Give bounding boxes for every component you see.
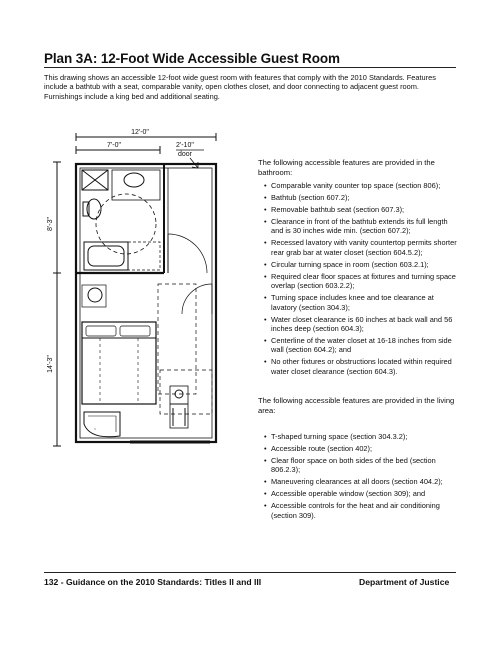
floor-plan-drawing [40, 124, 240, 464]
list-item: • Circular turning space in room (section 603.2.1); [271, 260, 459, 269]
footer-department: Department of Justice [359, 577, 450, 587]
footer-divider [44, 572, 456, 573]
dim-door-width: 2'-10" [176, 142, 194, 149]
list-item: • Comparable vanity counter top space (section 806); [271, 181, 459, 190]
list-item: • Clearance in front of the bathtub extends its full length and is 30 inches wide min. (section 607.2); [271, 217, 459, 236]
living-features-list [258, 432, 459, 523]
footer-page-label: 132 - Guidance on the 2010 Standards: Titles II and III [44, 577, 262, 587]
list-item: • Clear floor space on both sides of the bed (section 806.2.3); [271, 456, 459, 475]
list-item: • Turning space includes knee and toe clearance at lavatory (section 304.3); [271, 293, 459, 312]
list-item: • Accessible controls for the heat and air conditioning (section 309). [271, 501, 459, 520]
list-item: • Bathtub (section 607.2); [271, 193, 459, 202]
page-title: Plan 3A: 12-Foot Wide Accessible Guest Room [44, 51, 340, 66]
dim-room-depth: 14'-3" [47, 355, 54, 373]
list-item: • Required clear floor spaces at fixtures and turning space overlap (section 603.2.2); [271, 272, 459, 291]
list-item: • Recessed lavatory with vanity countertop permits shorter rear grab bar at water closet (section 604.5.2); [271, 238, 459, 257]
list-item: • Water closet clearance is 60 inches at back wall and 56 inches deep (section 604.3); [271, 315, 459, 334]
list-item: • Maneuvering clearances at all doors (section 404.2); [271, 477, 459, 486]
list-item: • Centerline of the water closet at 16-18 inches from side wall (section 604.2); and [271, 336, 459, 355]
dim-left-width: 7'-0" [107, 142, 121, 149]
dim-bath-depth: 8'-3" [47, 217, 54, 231]
living-area-intro: The following accessible features are provided in the living area: [258, 396, 455, 415]
title-divider [44, 67, 456, 68]
list-item: • Accessible route (section 402); [271, 444, 459, 453]
list-item: • Accessible operable window (section 309); and [271, 489, 459, 498]
dim-door-label: door [178, 151, 193, 158]
list-item: • No other fixtures or obstructions located within required water closet clearance (section 604.3). [271, 357, 459, 376]
intro-paragraph: This drawing shows an accessible 12-foot wide guest room with features that comply with the 2010 Standards. Features include a bathtub with a seat, comparable vanity, open clothes closet, and door connecting to adjacent guest room. Furnishings include a king bed and additional seating. [44, 73, 436, 101]
list-item: • T-shaped turning space (section 304.3.2); [271, 432, 459, 441]
dim-overall-width: 12'-0" [131, 129, 149, 136]
bathroom-features-list [258, 181, 459, 379]
bathroom-intro: The following accessible features are provided in the bathroom: [258, 158, 435, 177]
list-item: • Removable bathtub seat (section 607.3); [271, 205, 459, 214]
